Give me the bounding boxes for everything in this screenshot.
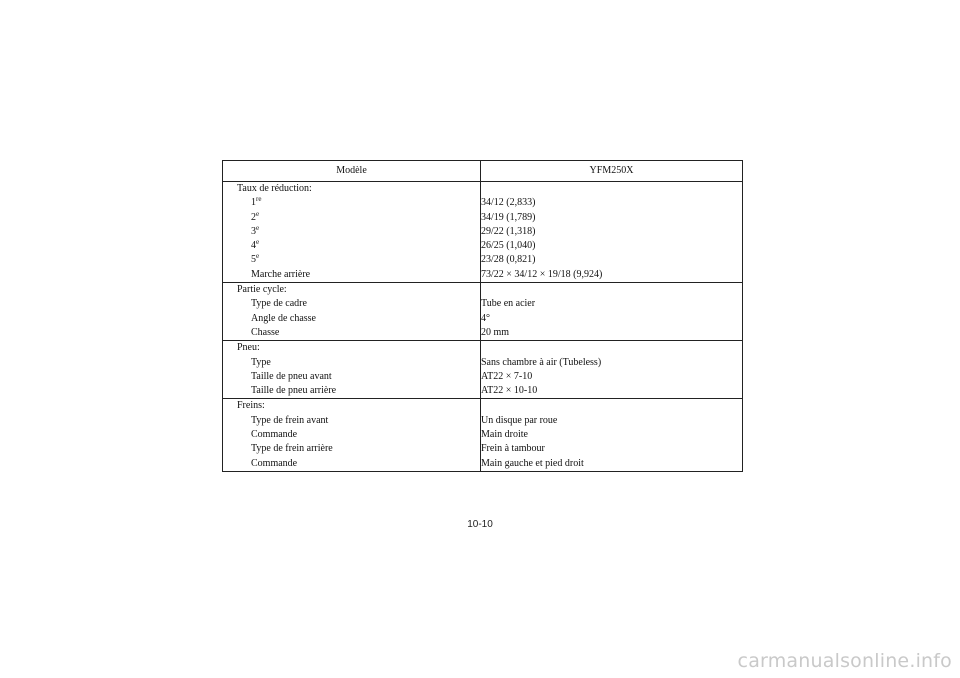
spec-row-label — [223, 196, 480, 210]
spec-row-value: 29/22 (1,318) — [481, 225, 536, 237]
spec-row-label — [223, 442, 480, 456]
spec-row-label — [223, 370, 480, 384]
table-section — [223, 182, 743, 283]
spec-row-label — [223, 312, 480, 326]
section-labels — [223, 283, 481, 341]
spec-row-label — [223, 211, 480, 225]
header-model-value: YFM250X — [481, 161, 743, 182]
spec-row-value: 20 mm — [481, 326, 510, 338]
section-labels — [223, 182, 481, 283]
spec-row-value: AT22 × 7-10 — [481, 370, 533, 382]
ordinal-suffix: e — [256, 252, 260, 261]
specifications-body — [223, 182, 743, 472]
spec-label-text: 1 — [251, 197, 256, 209]
spec-label-text: Taille de pneu arrière — [251, 385, 337, 397]
spec-row-label — [223, 225, 480, 239]
spec-row-value: 73/22 × 34/12 × 19/18 (9,924) — [481, 268, 603, 280]
spec-label-text: Type de cadre — [251, 298, 307, 310]
spec-row-value: Frein à tambour — [481, 443, 545, 455]
header-model-label: Modèle — [223, 161, 481, 182]
section-group-label: Partie cycle: — [237, 284, 287, 296]
spec-row-value: 23/28 (0,821) — [481, 254, 536, 266]
section-labels — [223, 399, 481, 471]
value-spacer — [481, 182, 742, 196]
spec-row-label — [223, 414, 480, 428]
ordinal-suffix: e — [256, 238, 260, 247]
value-spacer — [481, 283, 742, 297]
spec-row-value: AT22 × 10-10 — [481, 385, 538, 397]
section-values — [481, 283, 743, 341]
spec-label-text: Commande — [251, 429, 298, 441]
section-group-label: Taux de réduction: — [237, 183, 312, 194]
table-section — [223, 399, 743, 471]
section-values — [481, 341, 743, 399]
watermark-text: carmanualsonline.info — [737, 650, 952, 672]
spec-row-value: 34/12 (2,833) — [481, 197, 536, 209]
ordinal-suffix: e — [256, 223, 260, 232]
spec-row-label — [223, 268, 480, 282]
section-group-label: Pneu: — [237, 342, 260, 354]
table-header-row — [223, 161, 743, 182]
spec-row-value: 26/25 (1,040) — [481, 240, 536, 252]
spec-row-value: 4° — [481, 312, 490, 324]
spec-row-label — [223, 428, 480, 442]
spec-row-value: Sans chambre à air (Tubeless) — [481, 356, 602, 368]
spec-label-text: 5 — [251, 254, 256, 266]
section-labels — [223, 341, 481, 399]
spec-row-label — [223, 239, 480, 253]
spec-row-value: Main gauche et pied droit — [481, 457, 584, 469]
spec-label-text: Type de frein avant — [251, 414, 329, 426]
spec-label-text: Chasse — [251, 326, 280, 338]
ordinal-suffix: e — [256, 209, 260, 218]
value-spacer — [481, 341, 742, 355]
spec-row-value: Tube en acier — [481, 298, 536, 310]
spec-row-label — [223, 356, 480, 370]
spec-label-text: Marche arrière — [251, 268, 311, 280]
ordinal-suffix: re — [256, 195, 262, 204]
table-section — [223, 341, 743, 399]
spec-label-text: Type de frein arrière — [251, 443, 333, 455]
specifications-table — [222, 160, 743, 472]
value-spacer — [481, 399, 742, 413]
page-number: 10-10 — [467, 519, 493, 530]
spec-label-text: Commande — [251, 457, 298, 469]
spec-label-text: Type — [251, 356, 271, 368]
spec-row-label — [223, 253, 480, 267]
spec-label-text: 2 — [251, 211, 256, 223]
spec-row-label — [223, 297, 480, 311]
section-values — [481, 182, 743, 283]
spec-row-value: Un disque par roue — [481, 414, 558, 426]
spec-row-value: 34/19 (1,789) — [481, 211, 536, 223]
spec-label-text: 3 — [251, 225, 256, 237]
spec-label-text: Angle de chasse — [251, 312, 316, 324]
spec-row-label — [223, 326, 480, 340]
spec-row-label — [223, 384, 480, 398]
spec-row-label — [223, 457, 480, 471]
spec-label-text: 4 — [251, 240, 256, 252]
table-section — [223, 283, 743, 341]
section-values — [481, 399, 743, 471]
spec-row-value: Main droite — [481, 429, 528, 441]
section-group-label: Freins: — [237, 400, 265, 412]
spec-label-text: Taille de pneu avant — [251, 370, 332, 382]
